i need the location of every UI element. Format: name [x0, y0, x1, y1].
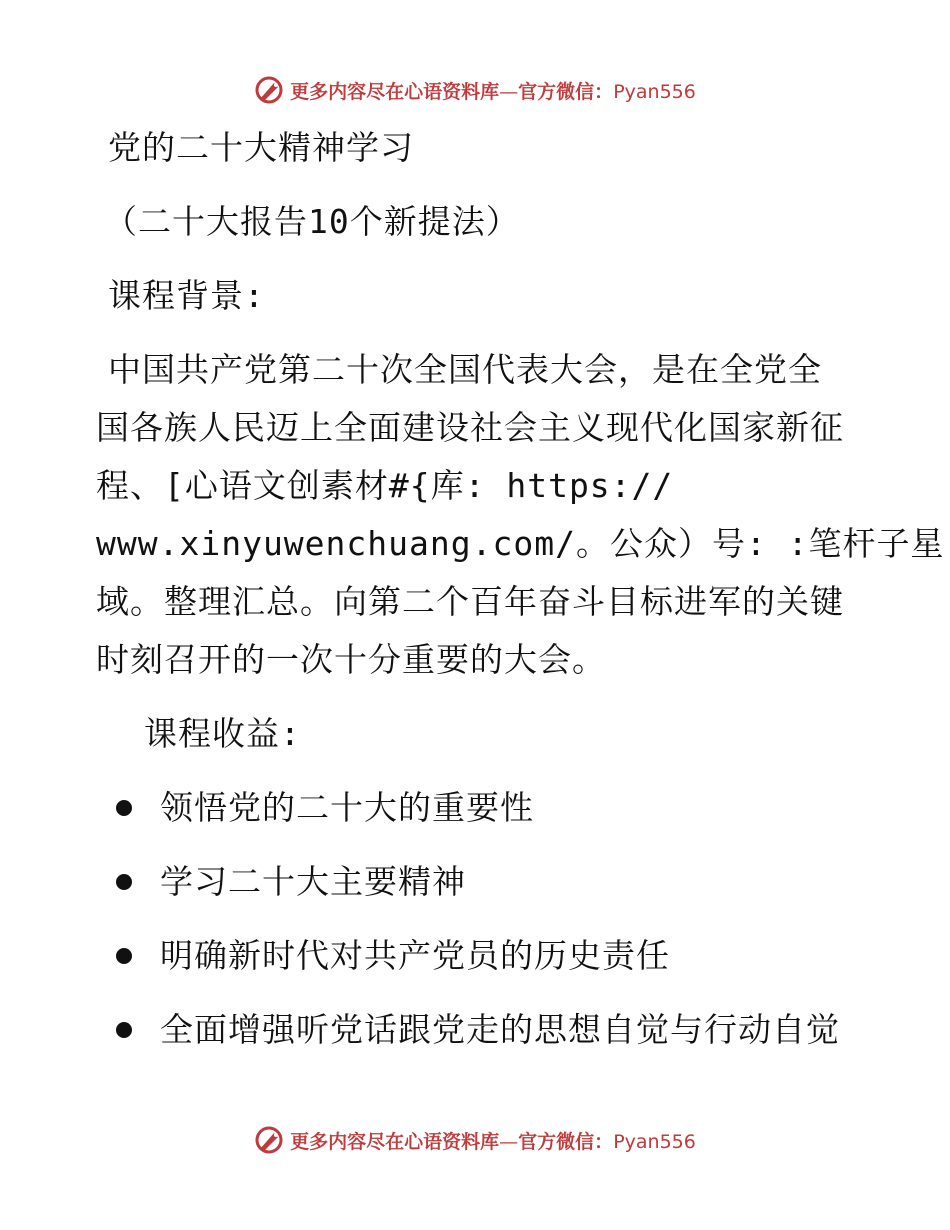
header-watermark — [0, 70, 950, 110]
background-paragraph-line: www.xinyuwenchuang.com/。公众）号: :笔杆子星 — [96, 524, 945, 563]
footer-watermark — [0, 1120, 950, 1160]
pen-logo-icon — [254, 75, 284, 105]
list-item: 全面增强听党话跟党走的思想自觉与行动自觉 — [160, 1010, 840, 1049]
list-item: 学习二十大主要精神 — [160, 862, 466, 901]
pen-logo-icon — [254, 1125, 284, 1155]
background-paragraph-line: 时刻召开的一次十分重要的大会。 — [96, 640, 606, 679]
list-item: 领悟党的二十大的重要性 — [160, 788, 534, 827]
benefits-heading: 课程收益: — [144, 714, 301, 753]
bullet-icon — [116, 874, 132, 890]
bullet-icon — [116, 948, 132, 964]
bullet-icon — [116, 1022, 132, 1038]
background-heading: 课程背景: — [108, 276, 265, 315]
document-subtitle: （二十大报告10个新提法） — [104, 202, 520, 241]
background-paragraph-line: 中国共产党第二十次全国代表大会，是在全党全 — [108, 350, 822, 389]
watermark-text: 更多内容尽在心语资料库—官方微信：Pyan556 — [290, 80, 696, 103]
bullet-icon — [116, 800, 132, 816]
background-paragraph-line: 国各族人民迈上全面建设社会主义现代化国家新征 — [96, 408, 844, 447]
watermark-text: 更多内容尽在心语资料库—官方微信：Pyan556 — [290, 1130, 696, 1153]
list-item: 明确新时代对共产党员的历史责任 — [160, 936, 670, 975]
background-paragraph-line: 域。整理汇总。向第二个百年奋斗目标进军的关键 — [96, 582, 844, 621]
background-paragraph-line: 程、[心语文创素材#{库: https:// — [96, 466, 674, 505]
document-title: 党的二十大精神学习 — [108, 128, 414, 167]
